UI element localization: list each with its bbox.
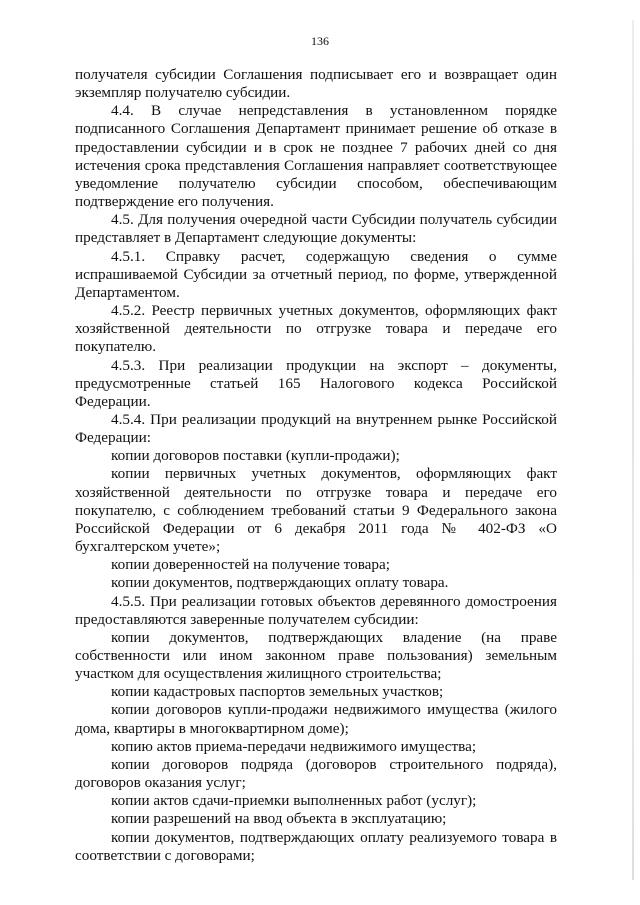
list-item: копии договоров поставки (купли-продажи); — [111, 447, 400, 465]
paragraph-continuation: получателя субсидии Соглашения подписывает его и возвращает один экземпляр получателю субсидии. — [75, 66, 557, 102]
paragraph-4-5-1: 4.5.1. Справку расчет, содержащую сведения о сумме испрашиваемой Субсидии за отчетный период, по форме, утвержденной Департаментом. — [75, 247, 557, 301]
paragraph-4-5-3: 4.5.3. При реализации продукции на экспорт – документы, предусмотренные статьей 165 Налогового кодекса Российской Федерации. — [75, 356, 557, 410]
list-item: копию актов приема-передачи недвижимого имущества; — [111, 737, 477, 755]
list-item: копии актов сдачи-приемки выполненных работ (услуг); — [111, 792, 477, 810]
list-item: копии первичных учетных документов, оформляющих факт хозяйственной деятельности по отгрузке товара и передаче его покупателю, с соблюдением требований статьи 9 Федерального закона Российской Федерации от 6 декабря 2011 года № 402-ФЗ «О бухгалтерском учете»; — [75, 465, 557, 556]
paragraph-4-5-2: 4.5.2. Реестр первичных учетных документов, оформляющих факт хозяйственной деятельности по отгрузке товара и передаче его покупателю. — [75, 302, 557, 356]
list-item: копии договоров купли-продажи недвижимого имущества (жилого дома, квартиры в многоквартирном доме); — [75, 701, 557, 737]
page-number: 136 — [311, 34, 329, 48]
list-item: копии документов, подтверждающих владение (на праве собственности или ином законном праве пользования) земельным участком для осуществления жилищного строительства; — [75, 628, 557, 683]
list-item: копии доверенностей на получение товара; — [111, 556, 390, 574]
list-item: копии документов, подтверждающих оплату реализуемого товара в соответствии с договорами; — [75, 828, 557, 864]
list-item: копии договоров подряда (договоров строительного подряда), договоров оказания услуг; — [75, 755, 557, 792]
list-item: копии кадастровых паспортов земельных участков; — [111, 683, 444, 701]
list-item: копии документов, подтверждающих оплату товара. — [111, 574, 449, 592]
scan-edge-shadow — [632, 20, 634, 880]
paragraph-4-5-5: 4.5.5. При реализации готовых объектов деревянного домостроения предоставляются заверенные получателем субсидии: — [75, 592, 557, 628]
document-body — [75, 66, 557, 865]
paragraph-4-5: 4.5. Для получения очередной части Субсидии получатель субсидии представляет в Департамент следующие документы: — [75, 211, 557, 247]
list-item: копии разрешений на ввод объекта в эксплуатацию; — [111, 810, 447, 828]
paragraph-4-4: 4.4. В случае непредставления в установленном порядке подписанного Соглашения Департамент принимает решение об отказе в предоставлении субсидии и в срок не позднее 7 рабочих дней со дня истечения срока представления Соглашения направляет соответствующее уведомление получателю субсидии способом, обеспечивающим подтверждение его получения. — [75, 102, 557, 211]
paragraph-4-5-4: 4.5.4. При реализации продукций на внутреннем рынке Российской Федерации: — [75, 410, 557, 447]
